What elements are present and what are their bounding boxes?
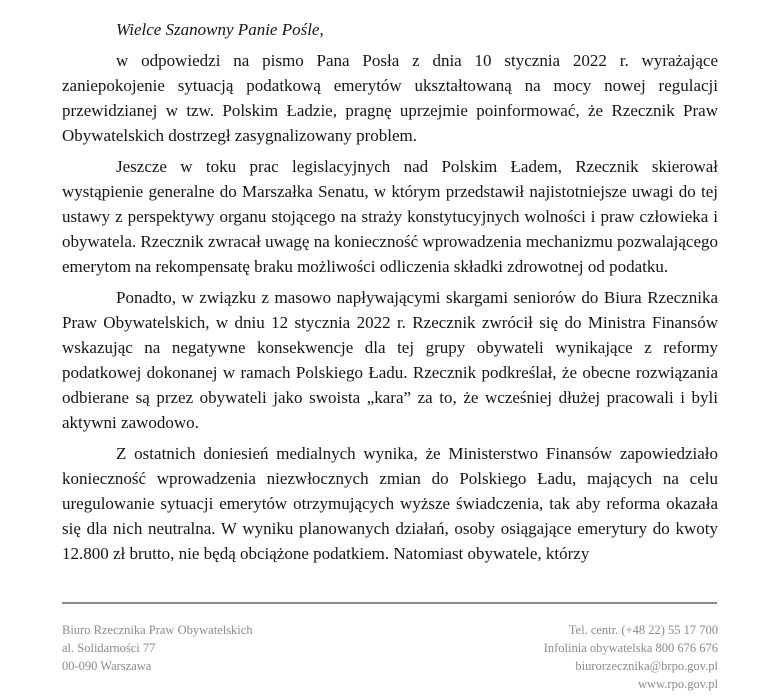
footer-contact-block xyxy=(544,621,718,693)
footer-org-name: Biuro Rzecznika Praw Obywatelskich xyxy=(62,623,253,637)
paragraph-planned-changes: Z ostatnich doniesień medialnych wynika, że Ministerstwo Finansów zapowiedziało konieczność wprowadzenia niezwłocznych zmian do Polskiego Ładu, mających na celu uregulowanie sytuacji emerytów otrzymujących wyższe świadczenia, tak aby reforma okazała się dla nich neutralna. W wyniku planowanych działań, osoby osiągające emerytury do kwoty 12.800 zł brutto, nie będą obciążone podatkiem. Natomiast obywatele, którzy xyxy=(62,444,718,563)
footer-email: biurorzecznika@brpo.gov.pl xyxy=(575,659,718,673)
footer-city: 00-090 Warszawa xyxy=(62,659,152,673)
letter-body xyxy=(62,17,718,566)
footer-divider xyxy=(62,602,717,604)
footer-phone: Tel. centr. (+48 22) 55 17 700 xyxy=(568,623,718,637)
salutation: Wielce Szanowny Panie Pośle, xyxy=(116,20,324,39)
paragraph-finance-minister: Ponadto, w związku z masowo napływającymi skargami seniorów do Biura Rzecznika Praw Obywatelskich, w dniu 12 stycznia 2022 r. Rzecznik zwrócił się do Ministra Finansów wskazując na negatywne konsekwencje dla tej grupy obywateli wynikające z reformy podatkowej dokonanej w ramach Polskiego Ładu. Rzecznik podkreślał, że obecne rozwiązania odbierane są przez obywateli jako swoista „kara” za to, że wcześniej dłużej pracowali i byli aktywni zawodowo. xyxy=(62,288,718,432)
footer-address-block xyxy=(62,621,253,675)
paragraph-intro: w odpowiedzi na pismo Pana Posła z dnia 10 stycznia 2022 r. wyrażające zaniepokojenie sytuacją podatkową emerytów ukształtowaną na mocy nowej regulacji przewidzianej w tzw. Polskim Ładzie, pragnę uprzejmie poinformować, że Rzecznik Praw Obywatelskich dostrzegł zasygnalizowany problem. xyxy=(62,51,718,145)
footer-website: www.rpo.gov.pl xyxy=(638,677,718,691)
page-footer xyxy=(62,621,718,693)
footer-street: al. Solidarności 77 xyxy=(62,641,156,655)
footer-infoline: Infolinia obywatelska 800 676 676 xyxy=(543,641,718,655)
paragraph-senate-intervention: Jeszcze w toku prac legislacyjnych nad Polskim Ładem, Rzecznik skierował wystąpienie generalne do Marszałka Senatu, w którym przedstawił najistotniejsze uwagi do tej ustawy z perspektywy organu stojącego na straży konstytucyjnych wolności i praw człowieka i obywatela. Rzecznik zwracał uwagę na konieczność wprowadzenia mechanizmu pozwalającego emerytom na rekompensatę braku możliwości odliczenia składki zdrowotnej od podatku. xyxy=(62,157,718,276)
